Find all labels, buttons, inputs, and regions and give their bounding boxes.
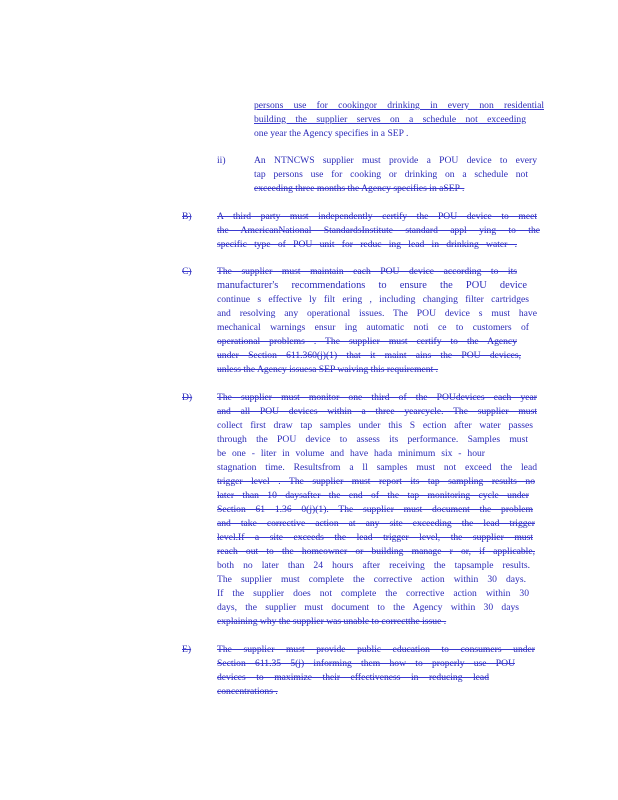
- para-d-line-16: days, the supplier must document to the Agency within 30 days: [217, 602, 519, 613]
- para-i-line-1: persons use for cookingor drinking in every non residential: [254, 100, 544, 111]
- para-d-line-10: and take corrective action at any site exceeding the lead trigger: [217, 518, 535, 529]
- para-b-label: B): [182, 211, 192, 222]
- para-d-line-6: stagnation time. Resultsfrom a ll samples must not exceed the lead: [217, 462, 537, 473]
- para-i-line-3: one year the Agency specifies in a SEP .: [254, 128, 409, 139]
- para-ii-line-3: exceeding three months the Agency specifies in aSEP .: [254, 183, 465, 194]
- para-i-line-2: building the supplier serves on a schedule not exceeding: [254, 114, 526, 125]
- para-ii-label: ii): [217, 155, 226, 166]
- para-e-line-2: Section 611.35 5(j) informing them how to properly use POU: [217, 658, 515, 669]
- para-d-line-14: The supplier must complete the corrective action within 30 days.: [217, 574, 526, 585]
- para-c-label: C): [182, 266, 192, 277]
- para-d-line-2: and all POU devices within a three yearcycle. The supplier must: [217, 406, 537, 417]
- para-d-line-9: Section 61 1.36 0(j)(1). The supplier must document the problem: [217, 504, 533, 515]
- para-c-line-3: continue s effective ly filt ering , including changing filter cartridges: [217, 294, 529, 305]
- para-d-line-1: The supplier must monitor one third of the POUdevices each year: [217, 392, 537, 403]
- para-b-line-2: the AmericanNational StandardsInstitute standard appl ying to the: [217, 225, 540, 236]
- para-d-line-4: through the POU device to assess its performance. Samples must: [217, 434, 528, 445]
- para-d-line-3: collect first draw tap samples under this S ection after water passes: [217, 420, 533, 431]
- para-c-line-7: under Section 611.360(j)(1) that it maint ains the POU devices,: [217, 350, 521, 361]
- para-d-line-8: later than 10 daysafter the end of the tap monitoring cycle under: [217, 490, 529, 501]
- para-e-line-1: The supplier must provide public education to consumers under: [217, 644, 535, 655]
- para-c-line-5: mechanical warnings ensur ing automatic noti ce to customers of: [217, 322, 529, 333]
- para-ii-line-1: An NTNCWS supplier must provide a POU device to every: [254, 155, 537, 166]
- para-b-line-3: specific type of POU unit for reduc ing lead in drinking water .: [217, 239, 517, 250]
- para-d-label: D): [182, 392, 193, 403]
- para-c-line-8: unless the Agency issuesa SEP waiving this requirement .: [217, 364, 439, 375]
- para-c-line-6: operational problems . The supplier must certify to the Agency: [217, 336, 517, 347]
- para-e-label: E): [182, 644, 192, 655]
- para-d-line-5: be one - liter in volume and have hada minimum six - hour: [217, 448, 485, 459]
- para-d-line-7: trigger level . The supplier must report its tap sampling results no: [217, 476, 535, 487]
- para-d-line-13: both no later than 24 hours after receiving the tapsample results.: [217, 560, 530, 571]
- para-d-line-15: If the supplier does not complete the corrective action within 30: [217, 588, 529, 599]
- para-c-line-4: and resolving any operational issues. The POU device s must have: [217, 308, 537, 319]
- para-c-line-1: The supplier must maintain each POU device according to its: [217, 266, 517, 277]
- para-c-line-2: manufacturer's recommendations to ensure the POU device: [217, 280, 527, 291]
- para-d-line-11: level.If a site exceeds the lead trigger level, the supplier must: [217, 532, 533, 543]
- para-e-line-3: devices to maximize their effectiveness in reducing lead: [217, 672, 489, 683]
- para-ii-line-2: tap persons use for cooking or drinking on a schedule not: [254, 169, 528, 180]
- para-b-line-1: A third party must independently certify the POU device to meet: [217, 211, 537, 222]
- para-d-line-12: reach out to the homeowner or building manage r or, if applicable,: [217, 546, 535, 557]
- para-e-line-4: concentrations .: [217, 686, 278, 697]
- para-d-line-17: explaining why the supplier was unable to correctthe issue .: [217, 616, 447, 627]
